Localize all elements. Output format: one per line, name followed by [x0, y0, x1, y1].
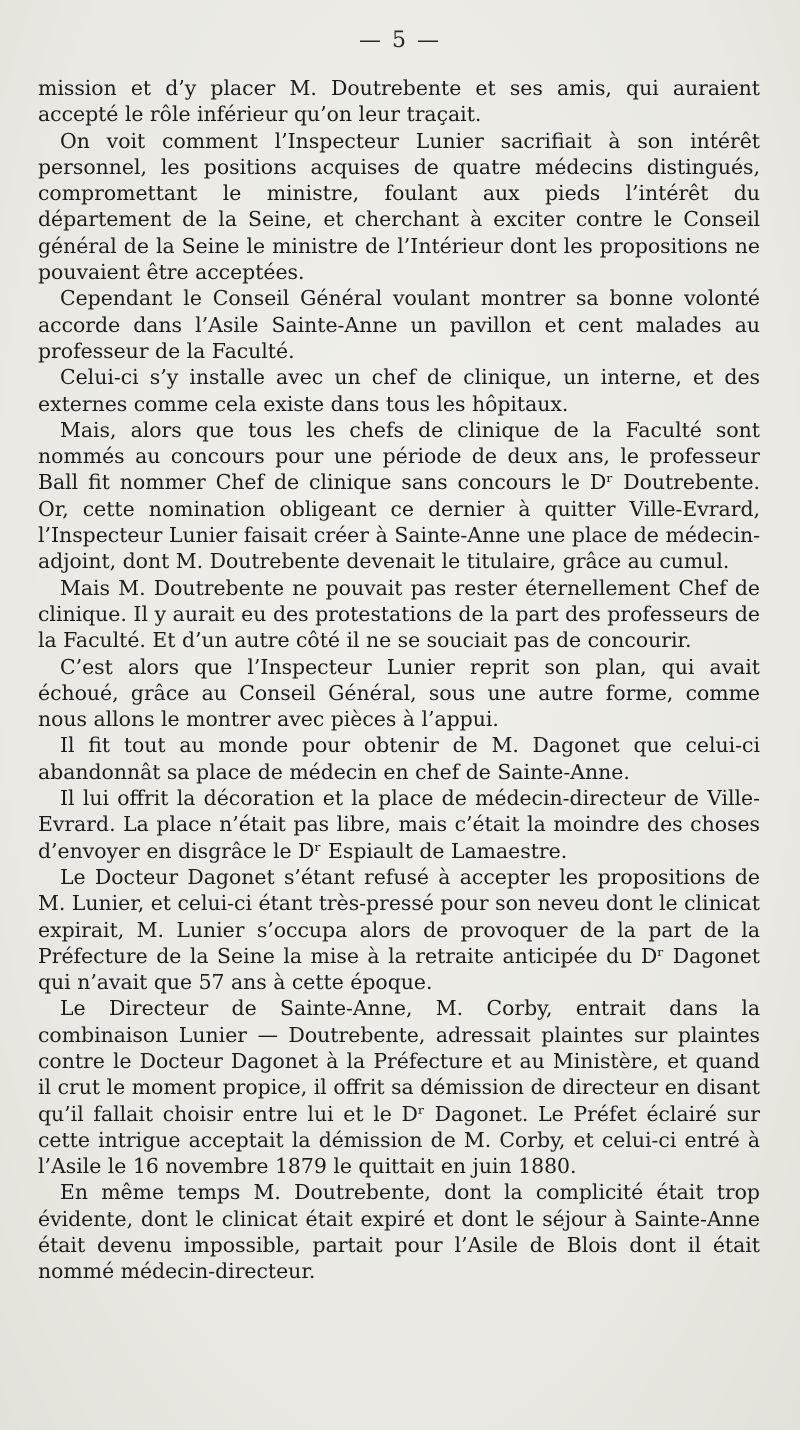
paragraph-1: mission et d’y placer M. Doutrebente et ses amis, qui auraient accepté le rôle inférieur qu’on leur traçait. [38, 76, 760, 127]
paragraph-6: Mais M. Doutrebente ne pouvait pas rester éternellement Chef de clinique. Il y aurait eu des protestations de la part des professeurs de la Faculté. Et d’un autre côté il ne se souciait pas de concourir. [38, 575, 760, 653]
paragraph-11: Le Directeur de Sainte-Anne, M. Corby, entrait dans la combinaison Lunier — Doutrebente, adressait plaintes sur plaintes contre le Docteur Dagonet à la Préfecture et au Ministère, et quand il crut le moment propice, il offrit sa démission de directeur en disant qu’il fallait choisir entre lui et le Dʳ Dagonet. Le Préfet éclairé sur cette intrigue acceptait la démission de M. Corby, et celui-ci entré à l’Asile le 16 novembre 1879 le quittait en juin 1880. [38, 996, 760, 1179]
paragraph-9: Il lui offrit la décoration et la place de médecin-directeur de Ville-Evrard. La place n’était pas libre, mais c’était la moindre des choses d’envoyer en disgrâce le Dʳ Espiault de Lamaestre. [38, 786, 760, 863]
paragraph-7: C’est alors que l’Inspecteur Lunier reprit son plan, qui avait échoué, grâce au Conseil Général, sous une autre forme, comme nous allons le montrer avec pièces à l’appui. [38, 654, 760, 732]
body-text [38, 75, 760, 1285]
paragraph-8: Il fit tout au monde pour obtenir de M. Dagonet que celui-ci abandonnât sa place de médecin en chef de Sainte-Anne. [38, 733, 760, 784]
page-number: — 5 — [359, 28, 441, 53]
paragraph-2: On voit comment l’Inspecteur Lunier sacrifiait à son intérêt personnel, les positions acquises de quatre médecins distingués, compromettant le ministre, foulant aux pieds l’intérêt du département de la Seine, et cherchant à exciter contre le Conseil général de la Seine le ministre de l’Intérieur dont les propositions ne pouvaient être acceptées. [38, 128, 760, 285]
paragraph-4: Celui-ci s’y installe avec un chef de clinique, un interne, et des externes comme cela existe dans tous les hôpitaux. [38, 365, 760, 416]
paragraph-12: En même temps M. Doutrebente, dont la complicité était trop évidente, dont le clinicat était expiré et dont le séjour à Sainte-Anne était devenu impossible, partait pour l’Asile de Blois dont il était nommé médecin-directeur. [38, 1180, 760, 1284]
paragraph-5: Mais, alors que tous les chefs de clinique de la Faculté sont nommés au concours pour une période de deux ans, le professeur Ball fit nommer Chef de clinique sans concours le Dʳ Doutrebente. Or, cette nomination obligeant ce dernier à quitter Ville-Evrard, l’Inspecteur Lunier faisait créer à Sainte-Anne une place de médecin-adjoint, dont M. Doutrebente devenait le titulaire, grâce au cumul. [38, 417, 760, 574]
paragraph-10: Le Docteur Dagonet s’étant refusé à accepter les propositions de M. Lunier, et celui-ci étant très-pressé pour son neveu dont le clinicat expirait, M. Lunier s’occupa alors de provoquer de la part de la Préfecture de la Seine la mise à la retraite anticipée du Dʳ Dagonet qui n’avait que 57 ans à cette époque. [38, 864, 760, 995]
paragraph-3: Cependant le Conseil Général voulant montrer sa bonne volonté accorde dans l’Asile Sainte-Anne un pavillon et cent malades au professeur de la Faculté. [38, 286, 760, 363]
